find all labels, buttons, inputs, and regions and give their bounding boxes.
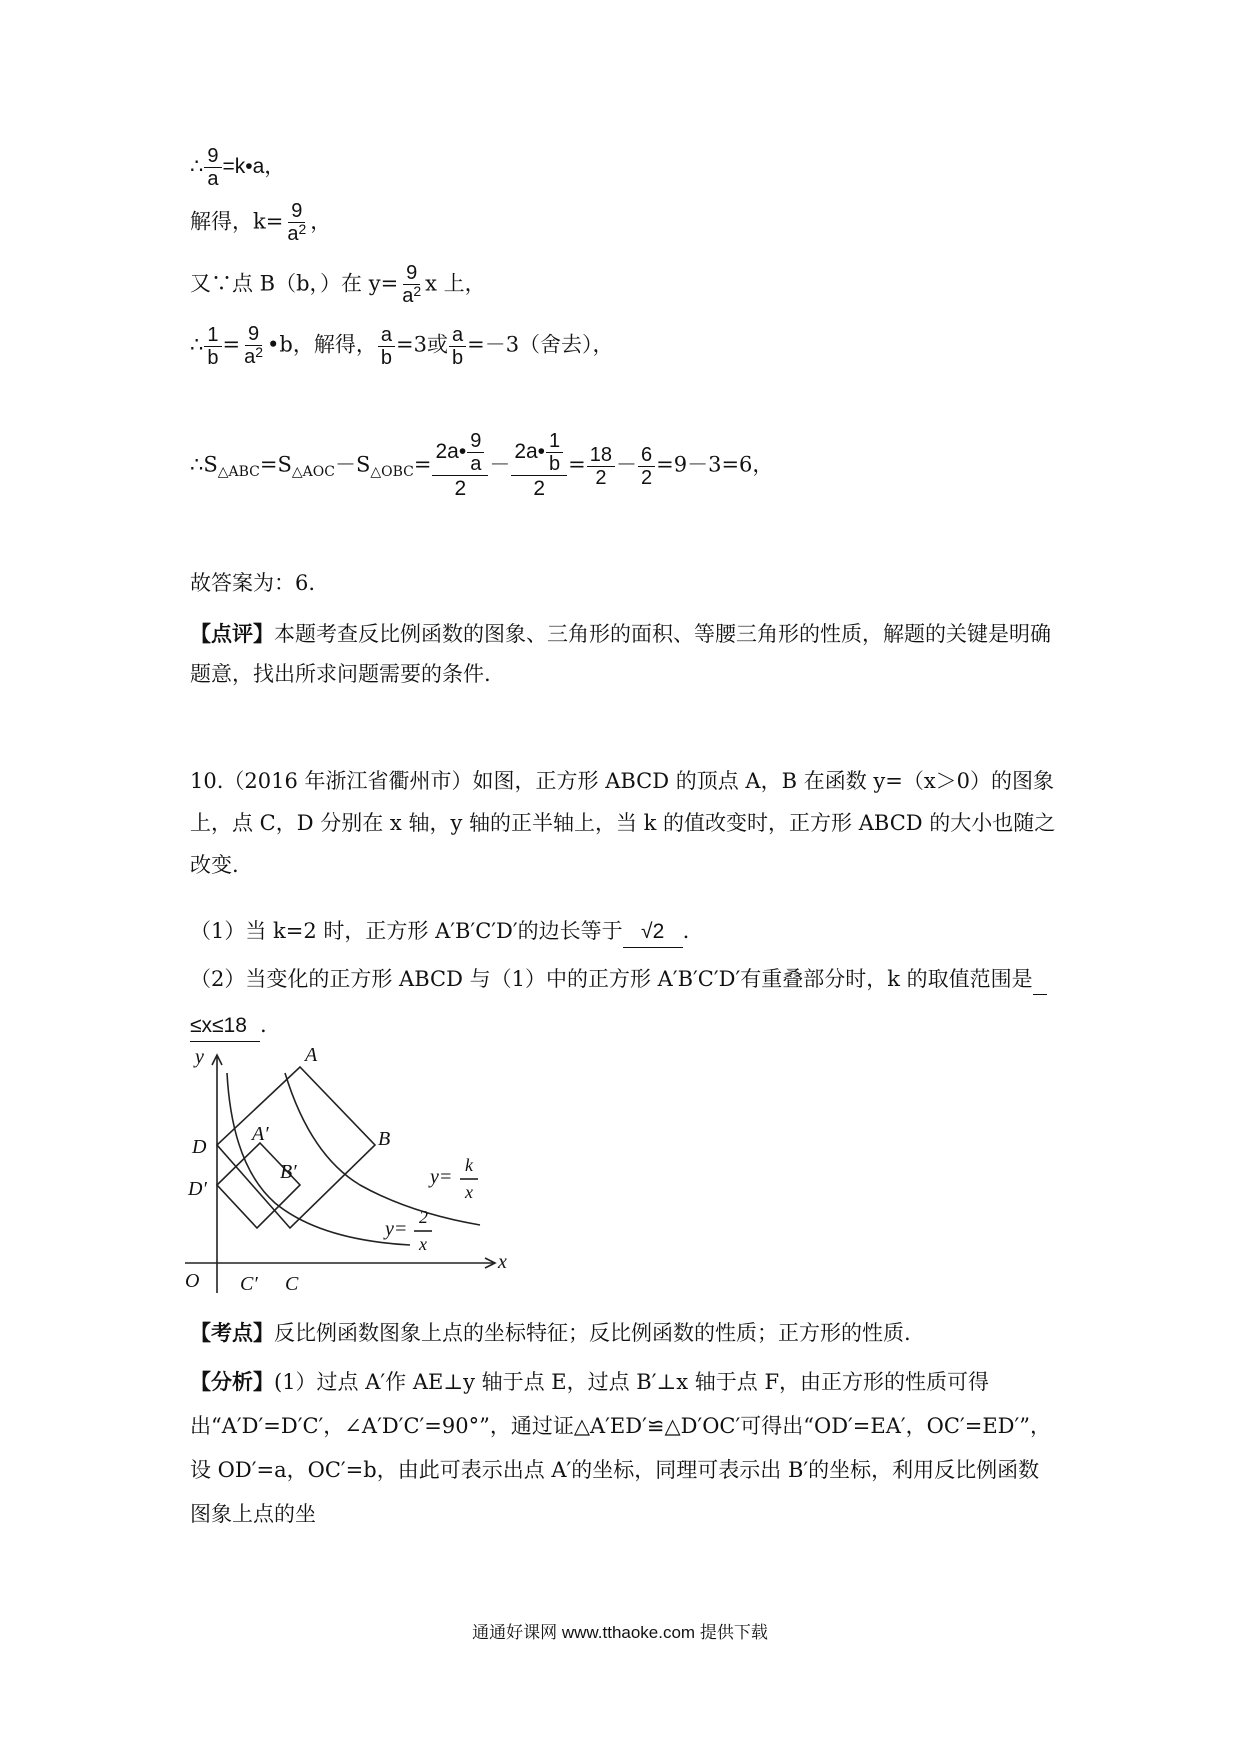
label-A: A xyxy=(305,1044,318,1066)
square-hyperbola-figure xyxy=(180,1035,520,1295)
solution-line-1: ∴ $\frac{9}{a}$ =k•a， xyxy=(190,145,286,190)
curve-2-over-x xyxy=(227,1073,410,1245)
answer-blank-1: √2 xyxy=(623,917,683,948)
svg-text:2: 2 xyxy=(419,1207,428,1227)
label-B: B xyxy=(378,1128,391,1150)
label-origin: O xyxy=(185,1270,200,1292)
problem-10-statement: 10.（2016 年浙江省衢州市）如图，正方形 ABCD 的顶点 A，B 在函数 y=（x＞0）的图象上，点 C，D 分别在 x 轴，y 轴的正半轴上，当 k 的值改变时，正方形 ABCD 的大小也随之改变. xyxy=(190,769,1056,877)
svg-text:x: x xyxy=(419,1234,427,1254)
label-B-prime: B′ xyxy=(280,1161,297,1183)
fraction: 2a• $\frac{1}{b}$ 2 xyxy=(511,430,567,502)
answer-line: 故答案为：6. xyxy=(190,571,316,595)
label-x-axis: x xyxy=(498,1251,507,1273)
fraction: 2a• $\frac{9}{a}$ 2 xyxy=(432,430,488,502)
kaodian-line: 【考点】反比例函数图象上点的坐标特征；反比例函数的性质；正方形的性质. xyxy=(190,1320,911,1345)
therefore-symbol: ∴ xyxy=(190,154,204,178)
kaodian-tag: 【考点】 xyxy=(190,1320,274,1345)
fraction: $\frac{9}{a}$ xyxy=(204,145,221,190)
svg-text:x: x xyxy=(465,1182,473,1202)
svg-text:k: k xyxy=(465,1155,473,1175)
problem-10-question-2-answer: ≤x≤18 . xyxy=(190,1010,267,1042)
answer-blank-2: ≤x≤18 xyxy=(190,1011,260,1042)
fenxi-paragraph: 【分析】(1）过点 A′作 AE⊥y 轴于点 E，过点 B′⊥x 轴于点 F，由正方形的性质可得出“A′D′=D′C′，∠A′D′C′=90°”，通过证△A′ED′≌△D′OC′可得出“OD′=EA′，OC′=ED′”，设 OD′=a，OC′=b，由此可表示出点 A′的坐标，同理可表示出 B′的坐标，利用反比例函数图象上点的坐 xyxy=(190,1369,1051,1526)
problem-10-question-2: （2）当变化的正方形 ABCD 与（1）中的正方形 A′B′C′D′有重叠部分时，k 的取值范围是 xyxy=(190,964,1047,995)
comment-tag: 【点评】 xyxy=(190,621,274,646)
page-footer: 通通好课网 www.tthaoke.com 提供下载 xyxy=(472,1623,768,1642)
solution-line-2: 解得，k= $\frac{9}{a^2}$ ， xyxy=(190,200,332,245)
label-C: C xyxy=(285,1273,299,1295)
fenxi-tag: 【分析】 xyxy=(190,1369,274,1394)
fraction: $\frac{9}{a^2}$ xyxy=(402,262,422,307)
solution-line-3: 又∵点 B（b，）在 y= $\frac{9}{a^2}$ x 上， xyxy=(190,262,486,307)
solution-line-4: ∴ $\frac{1}{b}$ = $\frac{9}{a^2}$ •b，解得， $\frac{a}{b}$ =3或 $\frac{a}{b}$ =－3（舍去）， xyxy=(190,323,614,369)
comment-paragraph: 【点评】本题考查反比例函数的图象、三角形的面积、等腰三角形的性质，解题的关键是明确题意，找出所求问题需要的条件. xyxy=(190,621,1051,686)
label-C-prime: C′ xyxy=(240,1273,258,1295)
label-curve-2: y= xyxy=(385,1218,408,1240)
label-D-prime: D′ xyxy=(188,1178,207,1200)
solution-line-5: ∴S△ABC=S△AOC－S△OBC= 2a• $\frac{9}{a}$ 2 － 2a• $\frac{1}{b}$ 2 = $\frac{18}{2}$ － $\frac{6}{2}$ =9－3=6， xyxy=(190,430,774,500)
label-D: D xyxy=(192,1136,207,1158)
label-y-axis: y xyxy=(195,1046,204,1068)
fraction: $\frac{9}{a^2}$ xyxy=(287,200,307,245)
label-A-prime: A′ xyxy=(252,1123,269,1145)
label-curve-k: y= xyxy=(430,1166,453,1188)
problem-10-question-1: （1）当 k=2 时，正方形 A′B′C′D′的边长等于 √2 . xyxy=(190,916,689,948)
